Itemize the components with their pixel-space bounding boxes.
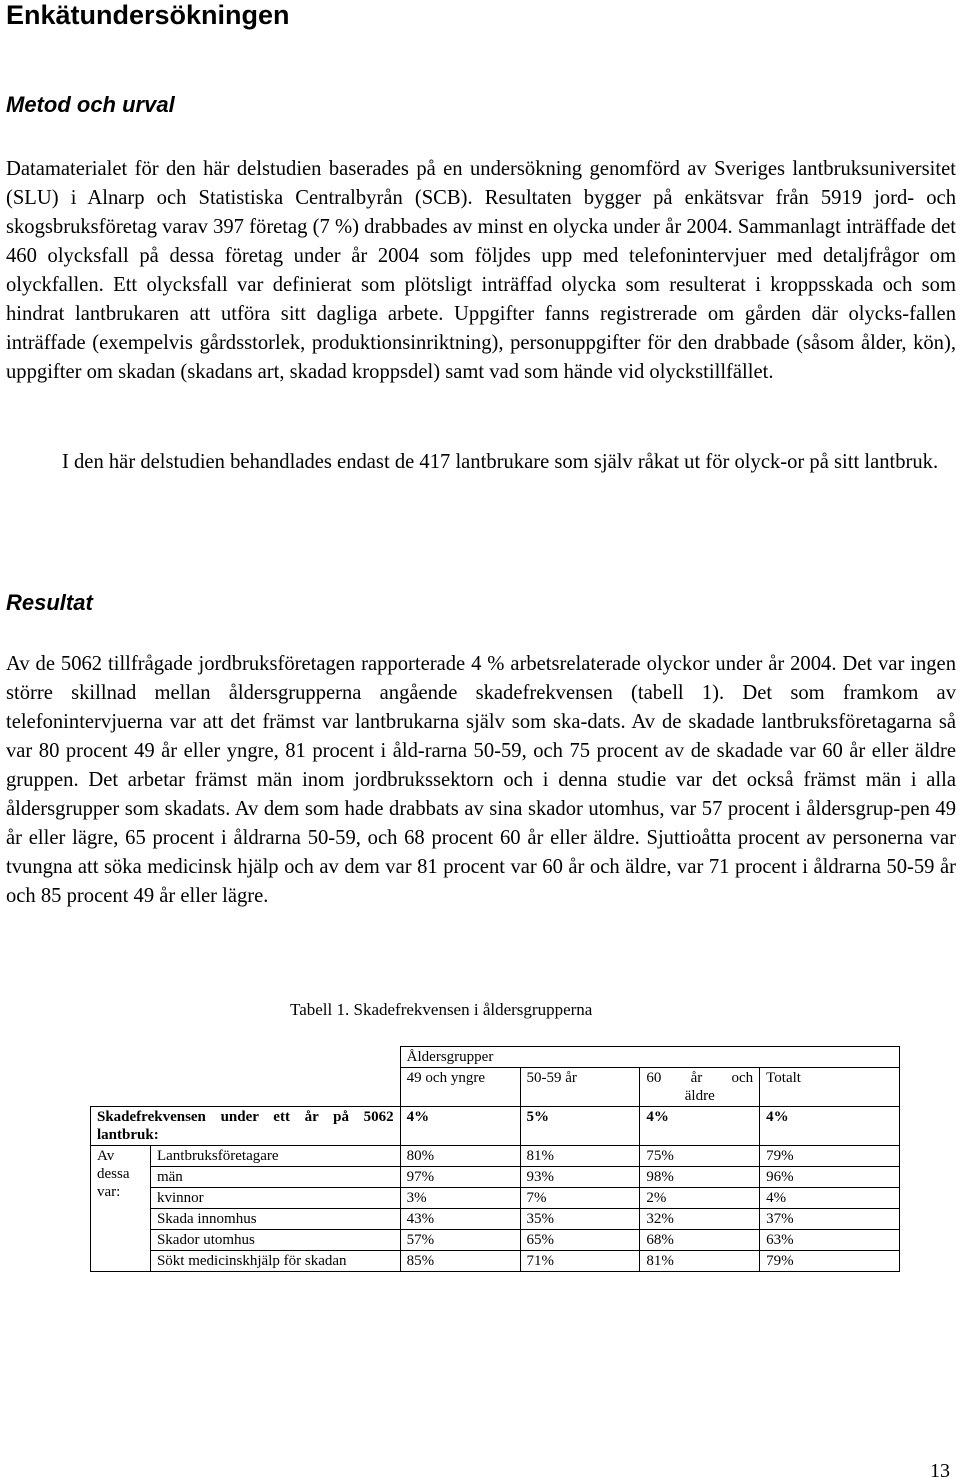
- col-header-60-part3: och: [731, 1070, 754, 1086]
- row-label: Lantbruksföretagare: [150, 1146, 400, 1167]
- table-group-header-row: [91, 1047, 900, 1068]
- table-cell: 7%: [520, 1188, 640, 1209]
- table-cell: 80%: [400, 1146, 520, 1167]
- table-row: [91, 1167, 900, 1188]
- table-cell: 2%: [640, 1188, 760, 1209]
- table-total-row: [91, 1107, 900, 1146]
- table-cell: 65%: [520, 1230, 640, 1251]
- section-heading-metod: Metod och urval: [6, 92, 175, 117]
- col-header-60-older: [640, 1068, 760, 1107]
- table-row: [91, 1230, 900, 1251]
- table-cell: 4%: [640, 1107, 760, 1146]
- table-cell: 79%: [760, 1146, 900, 1167]
- table-cell: 57%: [400, 1230, 520, 1251]
- table-column-header-row: [91, 1068, 900, 1107]
- table-cell: 79%: [760, 1251, 900, 1272]
- page-number: 13: [930, 1460, 950, 1482]
- table-cell: 98%: [640, 1167, 760, 1188]
- table-caption: Tabell 1. Skadefrekvensen i åldersgrupperna: [290, 1000, 593, 1019]
- table-cell: 43%: [400, 1209, 520, 1230]
- age-groups-header: Åldersgrupper: [400, 1047, 899, 1068]
- table-cell: 63%: [760, 1230, 900, 1251]
- table-cell: 32%: [640, 1209, 760, 1230]
- row-label: kvinnor: [150, 1188, 400, 1209]
- table-cell: 93%: [520, 1167, 640, 1188]
- row-label: Skada innomhus: [150, 1209, 400, 1230]
- paragraph-metod-2: I den här delstudien behandlades endast de 417 lantbrukare som själv råkat ut för olyck-or på sitt lantbruk.: [62, 451, 939, 473]
- table-cell: 85%: [400, 1251, 520, 1272]
- injury-frequency-table: [90, 1046, 900, 1272]
- table-cell: 37%: [760, 1209, 900, 1230]
- table-row: [91, 1209, 900, 1230]
- section-heading-resultat: Resultat: [6, 590, 93, 615]
- row-label: män: [150, 1167, 400, 1188]
- page-title: Enkätundersökningen: [6, 0, 290, 30]
- table-cell: 81%: [640, 1251, 760, 1272]
- table-cell: 68%: [640, 1230, 760, 1251]
- row-label: Skador utomhus: [150, 1230, 400, 1251]
- side-label: Av dessa var:: [91, 1146, 151, 1272]
- paragraph-resultat: Av de 5062 tillfrågade jordbruksföretagen rapporterade 4 % arbetsrelaterade olyckor under år 2004. Det var ingen större skillnad mellan åldersgrupperna angående skadefrekvensen (tabell 1). Det som framkom av telefonintervjuerna var att det främst var lantbrukarna själv som ska-dats. Av de skadade lantbruksföretagarna så var 80 procent 49 år eller yngre, 81 procent i åld-rarna 50-59, och 75 procent av de skadade var 60 år eller äldre gruppen. Det arbetar främst män inom jordbrukssektorn och i denna studie var det också främst män i alla åldersgrupper som skadats. Av dem som hade drabbats av sina skador utomhus, var 57 procent i åldersgrup-pen 49 år eller lägre, 65 procent i åldrarna 50-59, och 68 procent 60 år eller äldre. Sjuttioåtta procent av personerna var tvungna att söka medicinsk hjälp och av dem var 81 procent var 60 år och äldre, var 71 procent i åldrarna 50-59 år och 85 procent 49 år eller lägre.: [6, 653, 956, 907]
- table-cell: 75%: [640, 1146, 760, 1167]
- table-cell: 97%: [400, 1167, 520, 1188]
- row-label: Sökt medicinskhjälp för skadan: [150, 1251, 400, 1272]
- table-cell: 71%: [520, 1251, 640, 1272]
- table-cell: 35%: [520, 1209, 640, 1230]
- col-header-49-younger: 49 och yngre: [400, 1068, 520, 1107]
- total-row-label: Skadefrekvensen under ett år på 5062 lantbruk:: [91, 1107, 401, 1146]
- col-header-60-part1: 60: [646, 1070, 662, 1086]
- col-header-60-part4: äldre: [684, 1088, 715, 1104]
- table-row: [91, 1251, 900, 1272]
- paragraph-metod-1: Datamaterialet för den här delstudien baserades på en undersökning genomförd av Sveriges lantbruksuniversitet (SLU) i Alnarp och Statistiska Centralbyrån (SCB). Resultaten bygger på enkätsvar från 5919 jord- och skogsbruksföretag varav 397 företag (7 %) drabbades av minst en olycka under år 2004. Sammanlagt inträffade det 460 olycksfall på dessa företag under år 2004 som följdes upp med telefonintervjuer med detaljfrågor om olyckfallen. Ett olycksfall var definierat som plötsligt inträffad olycka som resulterat i kroppsskada och som hindrat lantbrukaren att utföra sitt dagliga arbete. Uppgifter fanns registrerade om gården där olycks-fallen inträffade (exempelvis gårdsstorlek, produktionsinriktning), personuppgifter för den drabbade (såsom ålder, kön), uppgifter om skadan (skadans art, skadad kroppsdel) samt vad som hände vid olyckstillfället.: [6, 158, 956, 383]
- table-cell: 4%: [760, 1107, 900, 1146]
- table-cell: 4%: [400, 1107, 520, 1146]
- col-header-60-part2: år: [690, 1070, 703, 1086]
- table-cell: 4%: [760, 1188, 900, 1209]
- table-cell: 96%: [760, 1167, 900, 1188]
- table-row: [91, 1188, 900, 1209]
- table-row: [91, 1146, 900, 1167]
- col-header-total: Totalt: [760, 1068, 900, 1107]
- table-cell: 3%: [400, 1188, 520, 1209]
- table-cell: 81%: [520, 1146, 640, 1167]
- col-header-50-59: 50-59 år: [520, 1068, 640, 1107]
- table-cell: 5%: [520, 1107, 640, 1146]
